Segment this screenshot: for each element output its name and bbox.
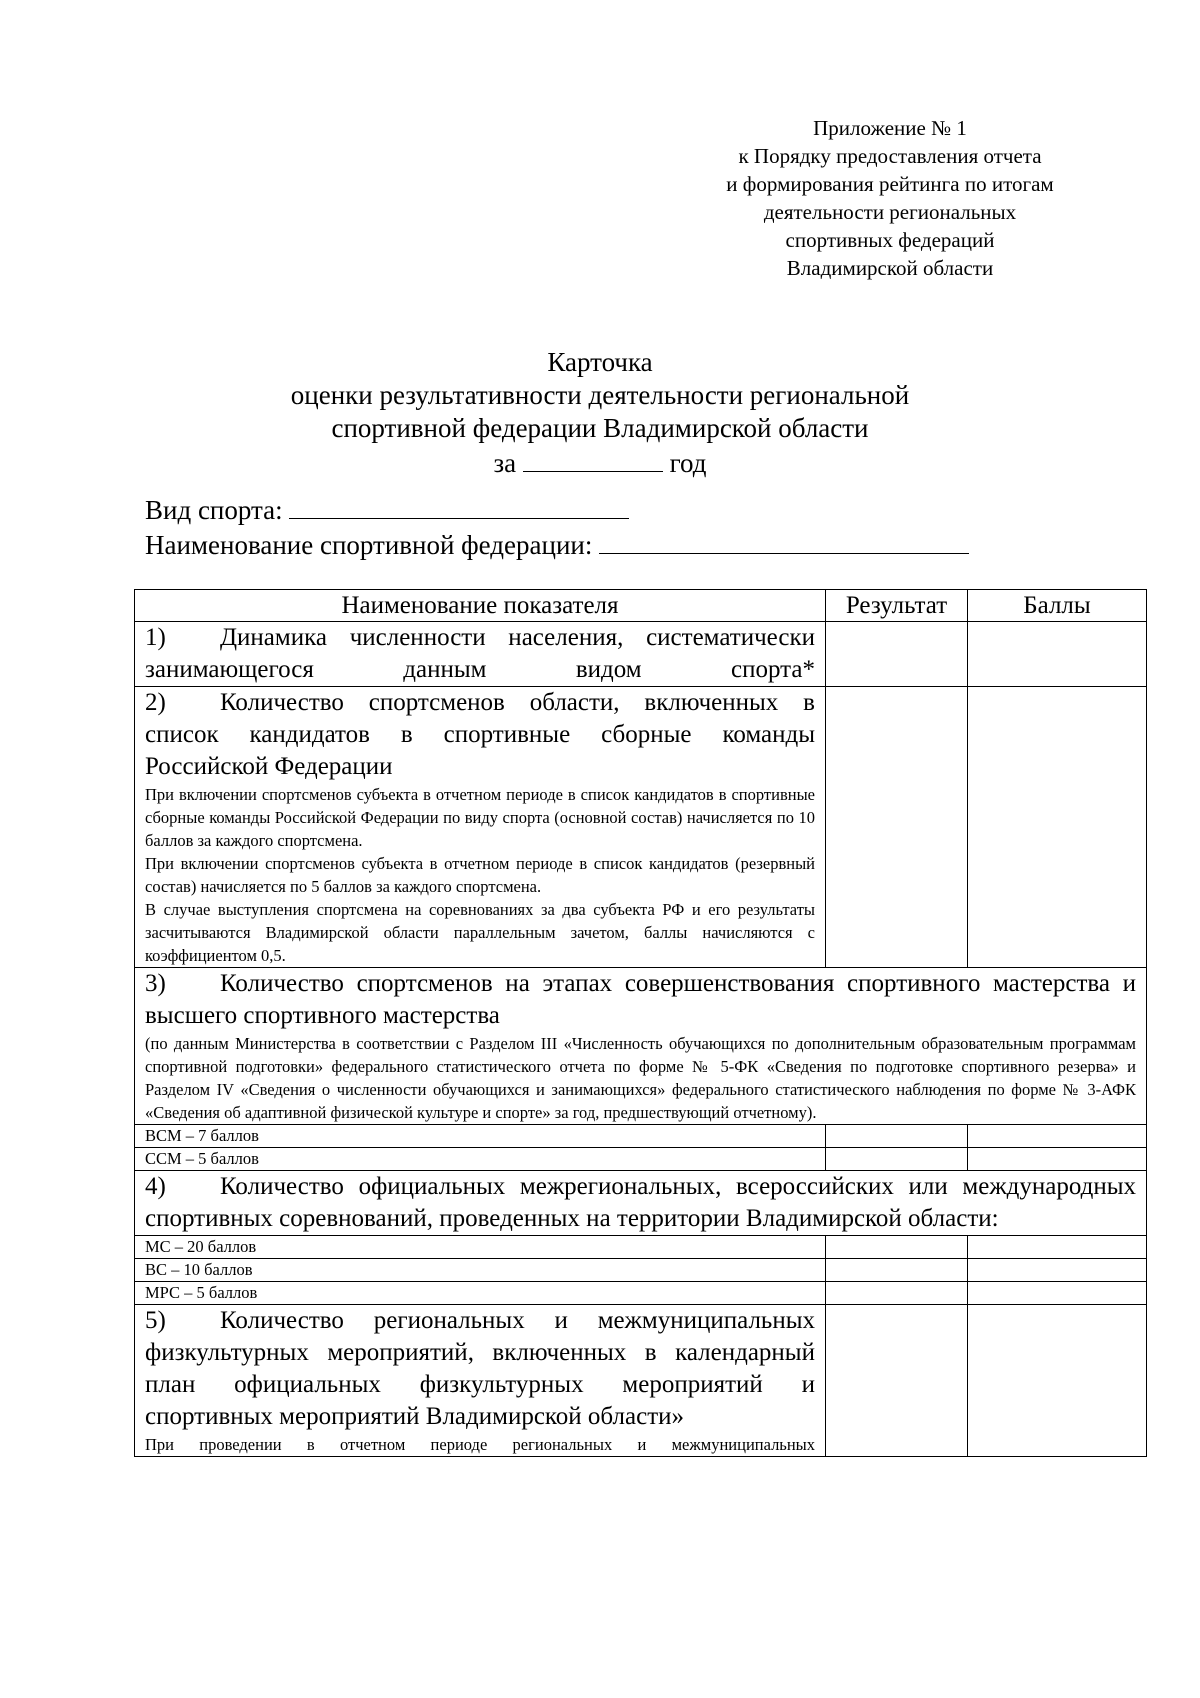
appendix-line: Приложение № 1	[813, 116, 967, 140]
title-line: Карточка	[547, 347, 653, 377]
appendix-line: Владимирской области	[786, 256, 994, 280]
table-subrow	[135, 1282, 1147, 1305]
result-cell[interactable]	[826, 687, 968, 968]
table-row	[135, 687, 1147, 968]
result-cell[interactable]	[826, 1305, 968, 1457]
indicator-text: Количество спортсменов на этапах совершенствования спортивного мастерства и высшего спортивного мастерства	[145, 970, 1136, 1029]
indicator-text: Количество официальных межрегиональных, всероссийских или международных спортивных соревнований, проведенных на территории Владимирской области:	[145, 1173, 1136, 1232]
table-subrow	[135, 1125, 1147, 1148]
row-number: 2)	[145, 689, 166, 716]
table-subrow	[135, 1148, 1147, 1171]
points-cell[interactable]	[968, 1236, 1147, 1259]
appendix-line: деятельности региональных	[763, 200, 1017, 224]
header-indicator: Наименование показателя	[135, 590, 826, 622]
points-cell[interactable]	[968, 622, 1147, 687]
result-cell[interactable]	[826, 1125, 968, 1148]
document-title	[250, 346, 950, 480]
subrow-label: ВС – 10 баллов	[135, 1259, 826, 1282]
result-cell[interactable]	[826, 1282, 968, 1305]
table-row	[135, 622, 1147, 687]
row-number: 4)	[145, 1173, 166, 1200]
appendix-line: к Порядку предоставления отчета	[738, 144, 1042, 168]
indicator-note: При проведении в отчетном периоде региональных и межмуниципальных	[145, 1435, 815, 1454]
row-number: 1)	[145, 624, 166, 651]
points-cell[interactable]	[968, 1305, 1147, 1457]
indicator-text: Количество спортсменов области, включенных в список кандидатов в спортивные сборные команды Российской Федерации	[145, 689, 815, 780]
table-row	[135, 1305, 1147, 1457]
year-blank[interactable]	[523, 445, 663, 472]
indicator-text: Количество региональных и межмуниципальных физкультурных мероприятий, включенных в календарный план официальных физкультурных мероприятий и спортивных мероприятий Владимирской области»	[145, 1307, 815, 1430]
title-line: оценки результативности деятельности региональной	[290, 380, 910, 410]
indicator-cell	[135, 1305, 826, 1457]
appendix-header	[690, 114, 1090, 282]
title-year-line	[250, 445, 950, 480]
sport-field	[145, 492, 969, 527]
points-cell[interactable]	[968, 1125, 1147, 1148]
federation-field	[145, 527, 969, 562]
subrow-label: МС – 20 баллов	[135, 1236, 826, 1259]
points-cell[interactable]	[968, 1282, 1147, 1305]
result-cell[interactable]	[826, 1259, 968, 1282]
header-points: Баллы	[968, 590, 1147, 622]
indicator-text: Динамика численности населения, систематически занимающегося данным видом спорта*	[145, 624, 815, 683]
header-result: Результат	[826, 590, 968, 622]
federation-blank[interactable]	[599, 527, 969, 554]
row-number: 3)	[145, 970, 166, 997]
indicator-note: При включении спортсменов субъекта в отчетном периоде в список кандидатов (резервный состав) начисляется по 5 баллов за каждого спортсмена.	[145, 854, 815, 896]
result-cell[interactable]	[826, 1236, 968, 1259]
result-cell[interactable]	[826, 622, 968, 687]
indicator-cell	[135, 1171, 1147, 1236]
subrow-label: ССМ – 5 баллов	[135, 1148, 826, 1171]
sport-label: Вид спорта:	[145, 495, 283, 525]
table-subrow	[135, 1236, 1147, 1259]
points-cell[interactable]	[968, 1148, 1147, 1171]
table-row	[135, 1171, 1147, 1236]
appendix-line: и формирования рейтинга по итогам	[726, 172, 1054, 196]
indicator-note: При включении спортсменов субъекта в отчетном периоде в список кандидатов в спортивные сборные команды Российской Федерации по виду спорта (основной состав) начисляется по 10 баллов за каждого спортсмена.	[145, 785, 815, 850]
subrow-label: ВСМ – 7 баллов	[135, 1125, 826, 1148]
indicator-cell	[135, 622, 826, 687]
indicator-note: В случае выступления спортсмена на соревнованиях за два субъекта РФ и его результаты засчитываются Владимирской области параллельным зачетом, баллы начисляются с коэффициентом 0,5.	[145, 900, 815, 965]
points-cell[interactable]	[968, 687, 1147, 968]
form-fields	[145, 492, 969, 562]
title-line: спортивной федерации Владимирской области	[331, 413, 869, 443]
title-year-suffix: год	[669, 448, 707, 478]
table-subrow	[135, 1259, 1147, 1282]
federation-label: Наименование спортивной федерации:	[145, 530, 593, 560]
result-cell[interactable]	[826, 1148, 968, 1171]
subrow-label: МРС – 5 баллов	[135, 1282, 826, 1305]
sport-blank[interactable]	[289, 492, 629, 519]
points-cell[interactable]	[968, 1259, 1147, 1282]
indicator-cell	[135, 968, 1147, 1125]
appendix-line: спортивных федераций	[785, 228, 995, 252]
row-number: 5)	[145, 1307, 166, 1334]
indicator-cell	[135, 687, 826, 968]
table-row	[135, 968, 1147, 1125]
evaluation-table	[134, 589, 1147, 1457]
table-header-row	[135, 590, 1147, 622]
title-year-prefix: за	[493, 448, 517, 478]
indicator-note: (по данным Министерства в соответствии с Разделом III «Численность обучающихся по дополнительным образовательным программам спортивной подготовки» федерального статистического отчета по форме № 5-ФК «Сведения по подготовке спортивного резерва» и Разделом IV «Сведения о численности обучающихся и занимающихся» федерального статистического наблюдения по форме № 3-АФК «Сведения об адаптивной физической культуре и спорте» за год, предшествующий отчетному).	[145, 1034, 1136, 1122]
